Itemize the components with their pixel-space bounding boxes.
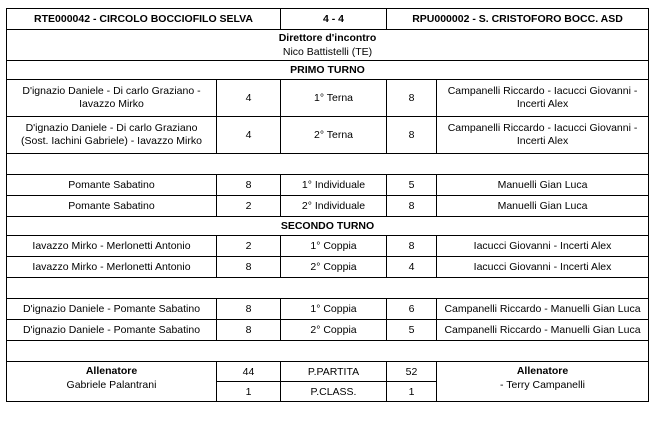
game-row <box>7 299 649 320</box>
home-score: 4 <box>217 80 281 117</box>
game-row <box>7 320 649 341</box>
game-type: 1° Coppia <box>281 236 387 257</box>
class-points-label: P.CLASS. <box>281 382 387 402</box>
spacer-row <box>7 341 649 362</box>
spacer-cell <box>7 278 649 299</box>
away-players: Campanelli Riccardo - Manuelli Gian Luca <box>437 299 649 320</box>
home-players <box>7 117 217 154</box>
spacer-row <box>7 154 649 175</box>
section-row <box>7 217 649 236</box>
spacer-cell <box>7 341 649 362</box>
game-row <box>7 236 649 257</box>
game-type: 2° Coppia <box>281 320 387 341</box>
home-players: D'ignazio Daniele - Pomante Sabatino <box>7 299 217 320</box>
home-coach-name: Gabriele Palantrani <box>66 379 157 391</box>
away-players: Campanelli Riccardo - Manuelli Gian Luca <box>437 320 649 341</box>
game-row <box>7 257 649 278</box>
away-class-points: 1 <box>387 382 437 402</box>
home-players: Iavazzo Mirko - Merlonetti Antonio <box>7 257 217 278</box>
away-players-line: Campanelli Riccardo - Iacucci Giovanni - <box>447 85 638 97</box>
match-score: 4 - 4 <box>281 9 387 30</box>
director-label: Direttore d'incontro <box>278 32 377 44</box>
game-row <box>7 175 649 196</box>
game-row <box>7 117 649 154</box>
home-coach-label: Allenatore <box>85 365 138 377</box>
away-players-line: Incerti Alex <box>516 98 569 110</box>
away-score: 8 <box>387 80 437 117</box>
home-score: 2 <box>217 236 281 257</box>
director-cell <box>7 30 649 61</box>
spacer-row <box>7 278 649 299</box>
home-score: 2 <box>217 196 281 217</box>
away-players: Manuelli Gian Luca <box>437 196 649 217</box>
match-report-sheet <box>6 8 648 422</box>
game-type: 2° Coppia <box>281 257 387 278</box>
home-players-line: Iavazzo Mirko <box>79 98 144 110</box>
game-row <box>7 80 649 117</box>
home-score: 8 <box>217 257 281 278</box>
footer-row <box>7 362 649 382</box>
section-row <box>7 61 649 80</box>
away-coach-name: - Terry Campanelli <box>500 379 586 391</box>
home-score: 8 <box>217 299 281 320</box>
header-row <box>7 9 649 30</box>
game-type: 2° Individuale <box>281 196 387 217</box>
away-players: Iacucci Giovanni - Incerti Alex <box>437 236 649 257</box>
home-team-name: RTE000042 - CIRCOLO BOCCIOFILO SELVA <box>7 9 281 30</box>
away-score: 5 <box>387 320 437 341</box>
away-players-line: Incerti Alex <box>516 135 569 147</box>
game-row <box>7 196 649 217</box>
game-type: 1° Terna <box>281 80 387 117</box>
away-players-line: Campanelli Riccardo - Iacucci Giovanni - <box>447 122 638 134</box>
home-players: Pomante Sabatino <box>7 196 217 217</box>
home-score: 8 <box>217 175 281 196</box>
away-players: Manuelli Gian Luca <box>437 175 649 196</box>
game-type: 2° Terna <box>281 117 387 154</box>
away-players <box>437 80 649 117</box>
section-secondo-turno: SECONDO TURNO <box>7 217 649 236</box>
away-score: 5 <box>387 175 437 196</box>
game-type: 1° Individuale <box>281 175 387 196</box>
home-players-line: D'ignazio Daniele - Di carlo Graziano - <box>22 85 201 97</box>
away-players: Iacucci Giovanni - Incerti Alex <box>437 257 649 278</box>
home-players-line: (Sost. Iachini Gabriele) - Iavazzo Mirko <box>21 135 202 147</box>
home-players-line: D'ignazio Daniele - Di carlo Graziano <box>25 122 198 134</box>
away-players <box>437 117 649 154</box>
home-match-points: 44 <box>217 362 281 382</box>
match-points-label: P.PARTITA <box>281 362 387 382</box>
section-primo-turno: PRIMO TURNO <box>7 61 649 80</box>
away-coach-label: Allenatore <box>516 365 569 377</box>
away-score: 8 <box>387 236 437 257</box>
home-players <box>7 80 217 117</box>
game-type: 1° Coppia <box>281 299 387 320</box>
match-report-table <box>6 8 649 402</box>
director-row <box>7 30 649 61</box>
home-players: Iavazzo Mirko - Merlonetti Antonio <box>7 236 217 257</box>
home-score: 8 <box>217 320 281 341</box>
home-class-points: 1 <box>217 382 281 402</box>
away-score: 8 <box>387 196 437 217</box>
away-team-name: RPU000002 - S. CRISTOFORO BOCC. ASD <box>387 9 649 30</box>
away-score: 6 <box>387 299 437 320</box>
spacer-cell <box>7 154 649 175</box>
away-match-points: 52 <box>387 362 437 382</box>
away-score: 8 <box>387 117 437 154</box>
home-players: Pomante Sabatino <box>7 175 217 196</box>
home-score: 4 <box>217 117 281 154</box>
director-name: Nico Battistelli (TE) <box>282 46 373 58</box>
home-players: D'ignazio Daniele - Pomante Sabatino <box>7 320 217 341</box>
away-coach <box>437 362 649 402</box>
home-coach <box>7 362 217 402</box>
away-score: 4 <box>387 257 437 278</box>
